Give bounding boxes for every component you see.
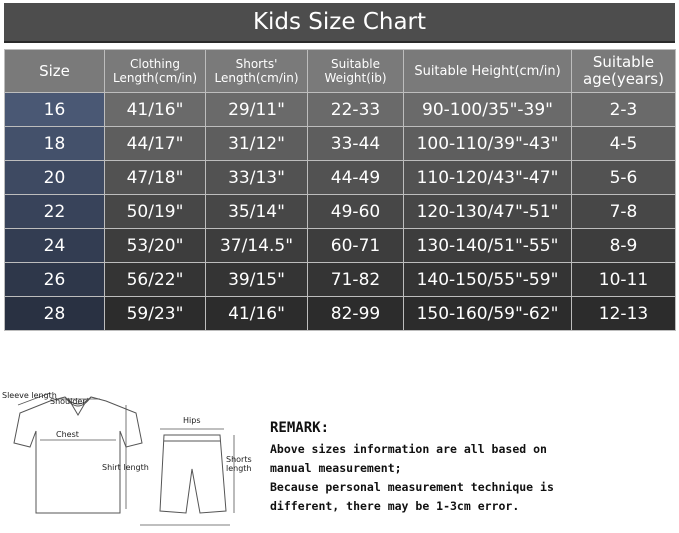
label-shirt-length: Shirt length: [102, 463, 149, 472]
table-row: [5, 161, 676, 195]
cell-age: 5-6: [572, 161, 676, 195]
cell-height: 140-150/55"-59": [404, 263, 572, 297]
table-row: [5, 127, 676, 161]
cell-weight: 44-49: [308, 161, 404, 195]
cell-shorts-length: 37/14.5": [206, 229, 308, 263]
remark-line: Because personal measurement technique is: [270, 480, 554, 494]
remark-title: REMARK:: [270, 420, 330, 436]
cell-size: 20: [5, 161, 105, 195]
measurement-diagram: [0, 385, 260, 529]
cell-weight: 22-33: [308, 93, 404, 127]
cell-clothing-length: 50/19": [105, 195, 206, 229]
cell-weight: 82-99: [308, 297, 404, 331]
cell-size: 28: [5, 297, 105, 331]
cell-height: 100-110/39"-43": [404, 127, 572, 161]
cell-weight: 33-44: [308, 127, 404, 161]
label-shorts-length: Shorts length: [226, 455, 252, 473]
cell-shorts-length: 31/12": [206, 127, 308, 161]
cell-clothing-length: 59/23": [105, 297, 206, 331]
table-header-row: [5, 50, 676, 93]
label-shoulder: Shoulder: [50, 397, 86, 406]
remark-line: Above sizes information are all based on: [270, 442, 547, 456]
cell-height: 110-120/43"-47": [404, 161, 572, 195]
header-weight: Suitable Weight(ib): [308, 50, 404, 93]
cell-size: 24: [5, 229, 105, 263]
chart-title-text: Kids Size Chart: [252, 9, 427, 35]
label-sleeve-length: Sleeve length: [2, 391, 57, 400]
remark-line: manual measurement;: [270, 461, 402, 475]
cell-size: 18: [5, 127, 105, 161]
remark-section: [270, 420, 670, 516]
header-height: Suitable Height(cm/in): [404, 50, 572, 93]
cell-clothing-length: 41/16": [105, 93, 206, 127]
measurement-diagram-svg: [0, 385, 260, 529]
cell-height: 150-160/59"-62": [404, 297, 572, 331]
table-row: [5, 93, 676, 127]
cell-age: 8-9: [572, 229, 676, 263]
cell-weight: 60-71: [308, 229, 404, 263]
table-row: [5, 263, 676, 297]
cell-age: 12-13: [572, 297, 676, 331]
cell-clothing-length: 44/17": [105, 127, 206, 161]
label-chest: Chest: [56, 430, 79, 439]
t-shirt-icon: [14, 397, 142, 513]
cell-age: 2-3: [572, 93, 676, 127]
remark-line: different, there may be 1-3cm error.: [270, 499, 520, 513]
table-row: [5, 297, 676, 331]
header-age: Suitable age(years): [572, 50, 676, 93]
shorts-icon: [160, 435, 226, 513]
cell-size: 26: [5, 263, 105, 297]
header-size: Size: [5, 50, 105, 93]
cell-clothing-length: 53/20": [105, 229, 206, 263]
cell-height: 130-140/51"-55": [404, 229, 572, 263]
cell-shorts-length: 33/13": [206, 161, 308, 195]
cell-age: 10-11: [572, 263, 676, 297]
cell-clothing-length: 47/18": [105, 161, 206, 195]
cell-weight: 71-82: [308, 263, 404, 297]
header-clothing-length: Clothing Length(cm/in): [105, 50, 206, 93]
label-hips: Hips: [183, 416, 201, 425]
cell-age: 7-8: [572, 195, 676, 229]
table-row: [5, 195, 676, 229]
cell-clothing-length: 56/22": [105, 263, 206, 297]
size-table: [4, 49, 676, 331]
cell-shorts-length: 39/15": [206, 263, 308, 297]
cell-height: 90-100/35"-39": [404, 93, 572, 127]
cell-shorts-length: 41/16": [206, 297, 308, 331]
cell-size: 22: [5, 195, 105, 229]
chart-title: [4, 3, 675, 43]
table-row: [5, 229, 676, 263]
header-shorts-length: Shorts' Length(cm/in): [206, 50, 308, 93]
cell-shorts-length: 35/14": [206, 195, 308, 229]
cell-weight: 49-60: [308, 195, 404, 229]
cell-shorts-length: 29/11": [206, 93, 308, 127]
cell-age: 4-5: [572, 127, 676, 161]
cell-height: 120-130/47"-51": [404, 195, 572, 229]
cell-size: 16: [5, 93, 105, 127]
